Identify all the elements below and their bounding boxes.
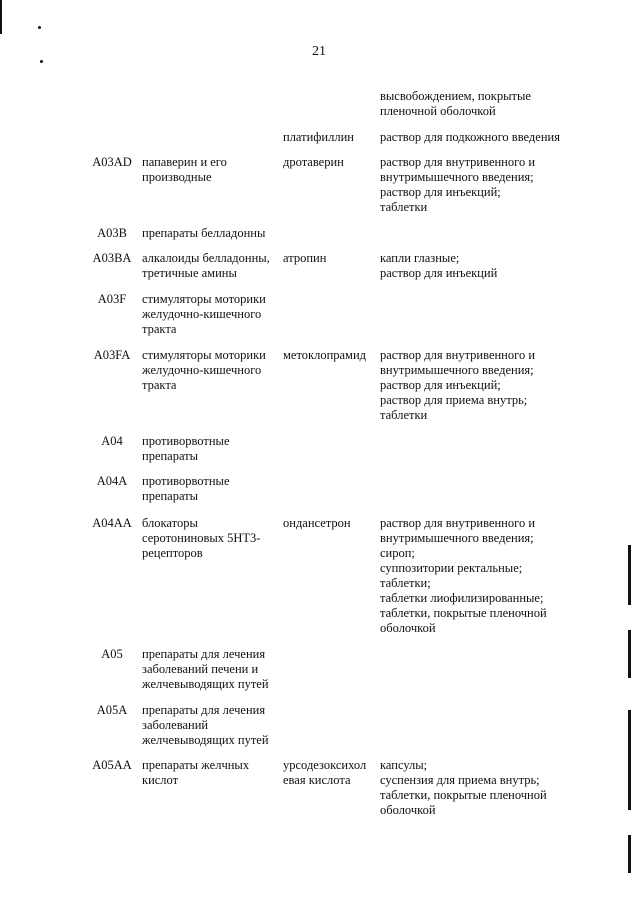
group-name: блокаторы серотониновых 5HT3- рецепторов <box>142 516 261 560</box>
right-edge-mark <box>628 630 631 678</box>
group-name: противорвотные препараты <box>142 474 230 503</box>
atc-code: A04A <box>96 474 128 488</box>
drug-name: ондансетрон <box>283 516 351 530</box>
group-name: препараты белладонны <box>142 226 266 240</box>
dosage-forms: раствор для подкожного введения <box>380 130 560 144</box>
atc-code: A05A <box>96 703 128 717</box>
atc-code: A03B <box>97 226 127 240</box>
drug-name: урсодезоксихол евая кислота <box>283 758 367 787</box>
atc-code: A03BA <box>92 251 132 265</box>
dosage-forms: раствор для внутривенного и внутримышечного введения; раствор для инъекций; таблетки <box>380 155 536 214</box>
dosage-forms: капсулы; суспензия для приема внутрь; таблетки, покрытые пленочной оболочкой <box>380 758 547 817</box>
right-edge-mark <box>628 710 631 810</box>
dosage-forms: раствор для внутривенного и внутримышечного введения; сироп; суппозитории ректальные; таблетки; таблетки лиофилизированные; таблетки, покрытые пленочной оболочкой <box>380 516 547 635</box>
dosage-forms: высвобождением, покрытые пленочной оболочкой <box>380 89 531 118</box>
group-name: противорвотные препараты <box>142 434 230 463</box>
group-name: алкалоиды белладонны, третичные амины <box>142 251 270 280</box>
page-number: 21 <box>312 44 326 59</box>
group-name: препараты для лечения заболеваний печени и желчевыводящих путей <box>142 647 269 691</box>
group-name: папаверин и его производные <box>142 155 227 184</box>
right-edge-mark <box>628 835 631 873</box>
drug-name: атропин <box>283 251 327 265</box>
left-edge-mark <box>0 0 2 34</box>
group-name: стимуляторы моторики желудочно-кишечного тракта <box>142 348 266 392</box>
atc-code: A03F <box>97 292 127 306</box>
dosage-forms: раствор для внутривенного и внутримышечного введения; раствор для инъекций; раствор для приема внутрь; таблетки <box>380 348 536 422</box>
atc-code: A03AD <box>92 155 132 169</box>
group-name: препараты для лечения заболеваний желчевыводящих путей <box>142 703 269 747</box>
group-name: стимуляторы моторики желудочно-кишечного тракта <box>142 292 266 336</box>
scan-speck <box>40 60 43 63</box>
drug-name: платифиллин <box>283 130 354 144</box>
atc-code: A03FA <box>93 348 131 362</box>
drug-name: метоклопрамид <box>283 348 367 362</box>
dosage-forms: капли глазные; раствор для инъекций <box>380 251 498 280</box>
atc-code: A05AA <box>92 758 132 772</box>
drug-name: дротаверин <box>283 155 344 169</box>
atc-code: A05 <box>101 647 123 661</box>
atc-code: A04 <box>101 434 123 448</box>
atc-code: A04AA <box>92 516 132 530</box>
right-edge-mark <box>628 545 631 605</box>
scan-speck <box>38 26 41 29</box>
group-name: препараты желчных кислот <box>142 758 250 787</box>
